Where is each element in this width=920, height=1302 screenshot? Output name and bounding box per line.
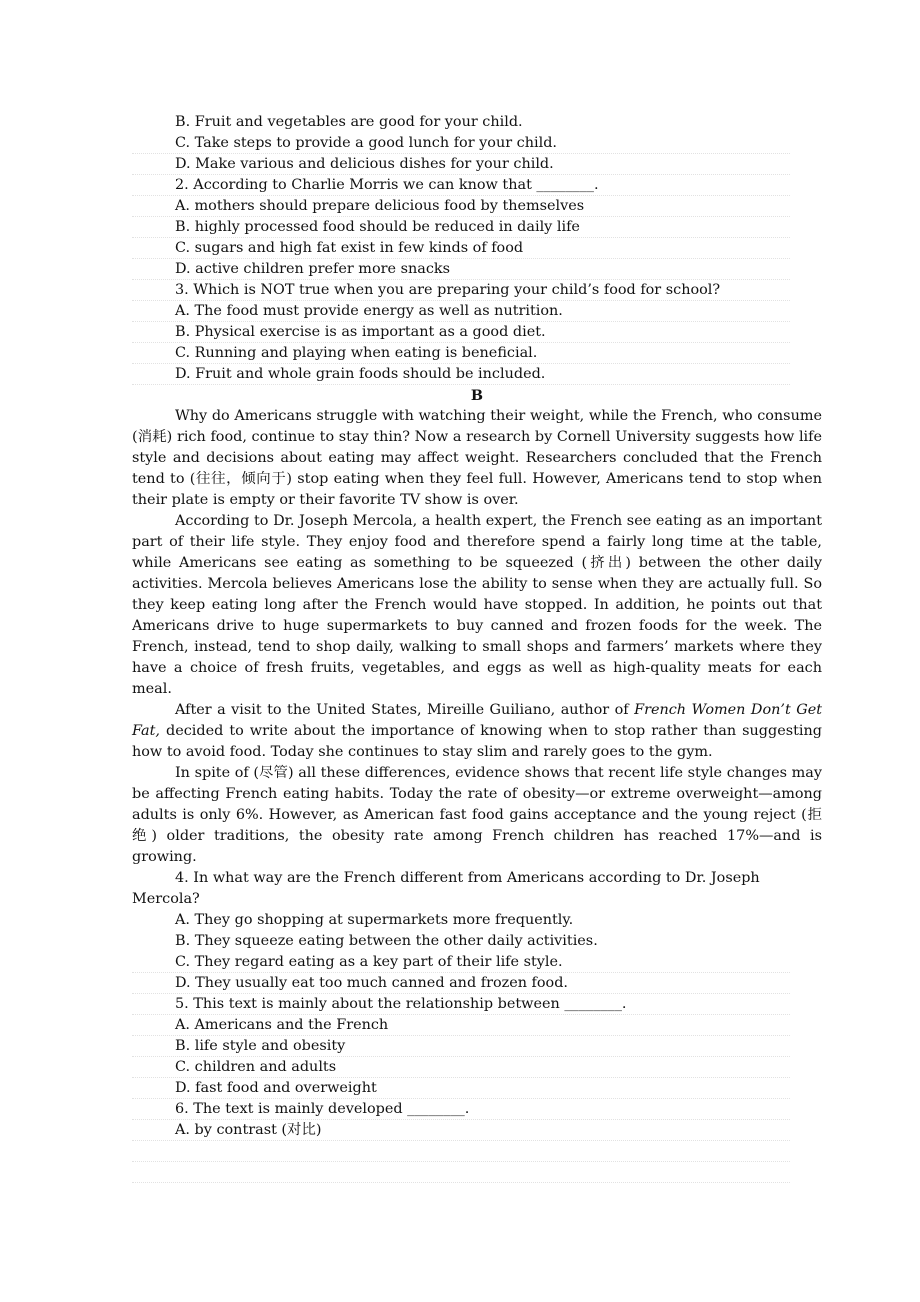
q3-option-c: C. Running and playing when eating is beneficial. xyxy=(175,345,538,361)
q5-option-d: D. fast food and overweight xyxy=(175,1080,377,1096)
q4-option-c: C. They regard eating as a key part of their life style. xyxy=(175,954,563,970)
q4-option-a: A. They go shopping at supermarkets more frequently. xyxy=(175,912,574,928)
question-4: 4. In what way are the French different from Americans according to Dr. Joseph Mercola? xyxy=(132,870,760,907)
passage-paragraph-3 xyxy=(132,700,822,763)
book-title: French Women Don’t Get Fat, xyxy=(132,702,822,739)
q2-option-c: C. sugars and high fat exist in few kinds of food xyxy=(175,240,524,256)
paragraph-3-lead: After a visit to the United States, Mireille Guiliano, author of xyxy=(175,702,635,718)
question-6: 6. The text is mainly developed ________. xyxy=(175,1101,470,1117)
q3-option-a: A. The food must provide energy as well as nutrition. xyxy=(175,303,563,319)
q1-option-b: B. Fruit and vegetables are good for your child. xyxy=(175,114,523,130)
passage-paragraph-1: Why do Americans struggle with watching their weight, while the French, who consume (消耗) rich food, continue to stay thin? Now a research by Cornell University suggests how life style and decisions about eating may affect weight. Researchers concluded that the French tend to (往往，倾向于) stop eating when they feel full. However, Americans tend to stop when their plate is empty or their favorite TV show is over. xyxy=(132,408,822,508)
question-3: 3. Which is NOT true when you are preparing your child’s food for school? xyxy=(175,282,721,298)
q4-option-b: B. They squeeze eating between the other daily activities. xyxy=(175,933,598,949)
q2-option-a: A. mothers should prepare delicious food by themselves xyxy=(175,198,585,214)
q3-option-b: B. Physical exercise is as important as a good diet. xyxy=(175,324,546,340)
paragraph-3-rest: decided to write about the importance of knowing when to stop rather than suggesting how to avoid food. Today she continues to stay slim and rarely goes to the gym. xyxy=(132,723,822,760)
q5-option-b: B. life style and obesity xyxy=(175,1038,346,1054)
q3-option-d: D. Fruit and whole grain foods should be included. xyxy=(175,366,546,382)
document-body xyxy=(132,112,822,1141)
ruling-line xyxy=(132,1182,790,1183)
passage-paragraph-4: In spite of (尽管) all these differences, evidence shows that recent life style changes may be affecting French eating habits. Today the rate of obesity—or extreme overweight—among adults is only 6%. However, as American fast food gains acceptance and the young reject (拒绝) older traditions, the obesity rate among French children has reached 17%—and is growing. xyxy=(132,765,822,865)
q4-option-d: D. They usually eat too much canned and frozen food. xyxy=(175,975,568,991)
q5-option-a: A. Americans and the French xyxy=(175,1017,389,1033)
q5-option-c: C. children and adults xyxy=(175,1059,337,1075)
q2-option-b: B. highly processed food should be reduced in daily life xyxy=(175,219,580,235)
passage-paragraph-2: According to Dr. Joseph Mercola, a health expert, the French see eating as an important part of their life style. They enjoy food and therefore spend a fairly long time at the table, while Americans see eating as something to be squeezed (挤出) between the other daily activities. Mercola believes Americans lose the ability to sense when they are actually full. So they keep eating long after the French would have stopped. In addition, he points out that Americans drive to huge supermarkets to buy canned and frozen foods for the week. The French, instead, tend to shop daily, walking to small shops and farmers’ markets where they have a choice of fresh fruits, vegetables, and eggs as well as high-quality meats for each meal. xyxy=(132,513,822,697)
question-2: 2. According to Charlie Morris we can know that ________. xyxy=(175,177,599,193)
section-b-heading: B xyxy=(470,387,484,404)
q1-option-c: C. Take steps to provide a good lunch for your child. xyxy=(175,135,557,151)
q2-option-d: D. active children prefer more snacks xyxy=(175,261,450,277)
question-5: 5. This text is mainly about the relationship between ________. xyxy=(175,996,627,1012)
q6-option-a: A. by contrast (对比) xyxy=(175,1122,322,1138)
ruling-line xyxy=(132,1161,790,1162)
q1-option-d: D. Make various and delicious dishes for your child. xyxy=(175,156,554,172)
